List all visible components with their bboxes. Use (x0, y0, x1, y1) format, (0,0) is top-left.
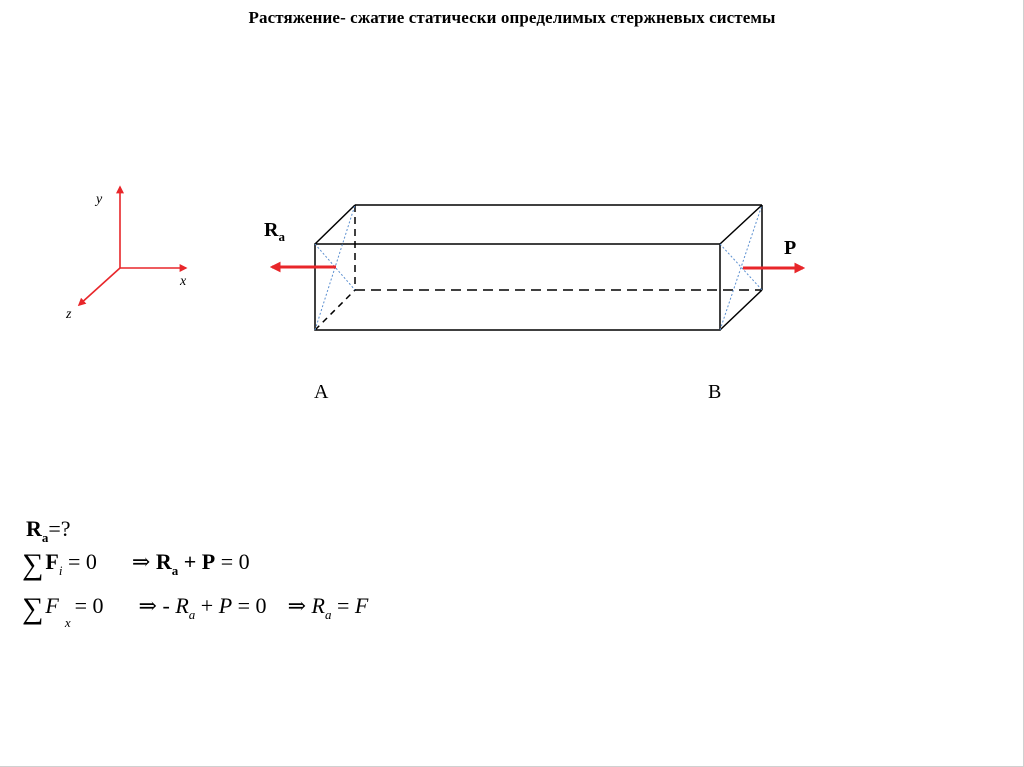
equation-unknown-ra: $R_a=$? (26, 516, 71, 545)
point-a-label: A (314, 381, 329, 403)
cross-section-hatch (315, 205, 762, 330)
point-b-label: B (708, 381, 722, 403)
reaction-ra-label: $R_a$ (264, 219, 285, 244)
beam-front-face (315, 244, 720, 330)
force-arrows (272, 267, 803, 268)
equation-vector-sum: $\sum F_i = 0$ ⇒ $R_a + P = 0$ (22, 548, 250, 581)
beam-top-left-edge (315, 205, 355, 244)
equation-projection-x: $\sum F_x= 0$ ⇒ - $R_a + P = 0$ ⇒ $R_a = F$ (22, 592, 369, 630)
z-axis (79, 268, 120, 305)
load-p-label: P (784, 237, 797, 259)
x-axis-label: x (180, 274, 187, 289)
beam-top-right-edge (720, 205, 762, 244)
slide-title: Растяжение- сжатие статически определимых стержневых системы (248, 8, 776, 27)
z-axis-label: z (66, 307, 72, 322)
coordinate-axes (65, 187, 187, 322)
y-axis-label: y (96, 192, 103, 207)
beam-prism (315, 205, 762, 330)
